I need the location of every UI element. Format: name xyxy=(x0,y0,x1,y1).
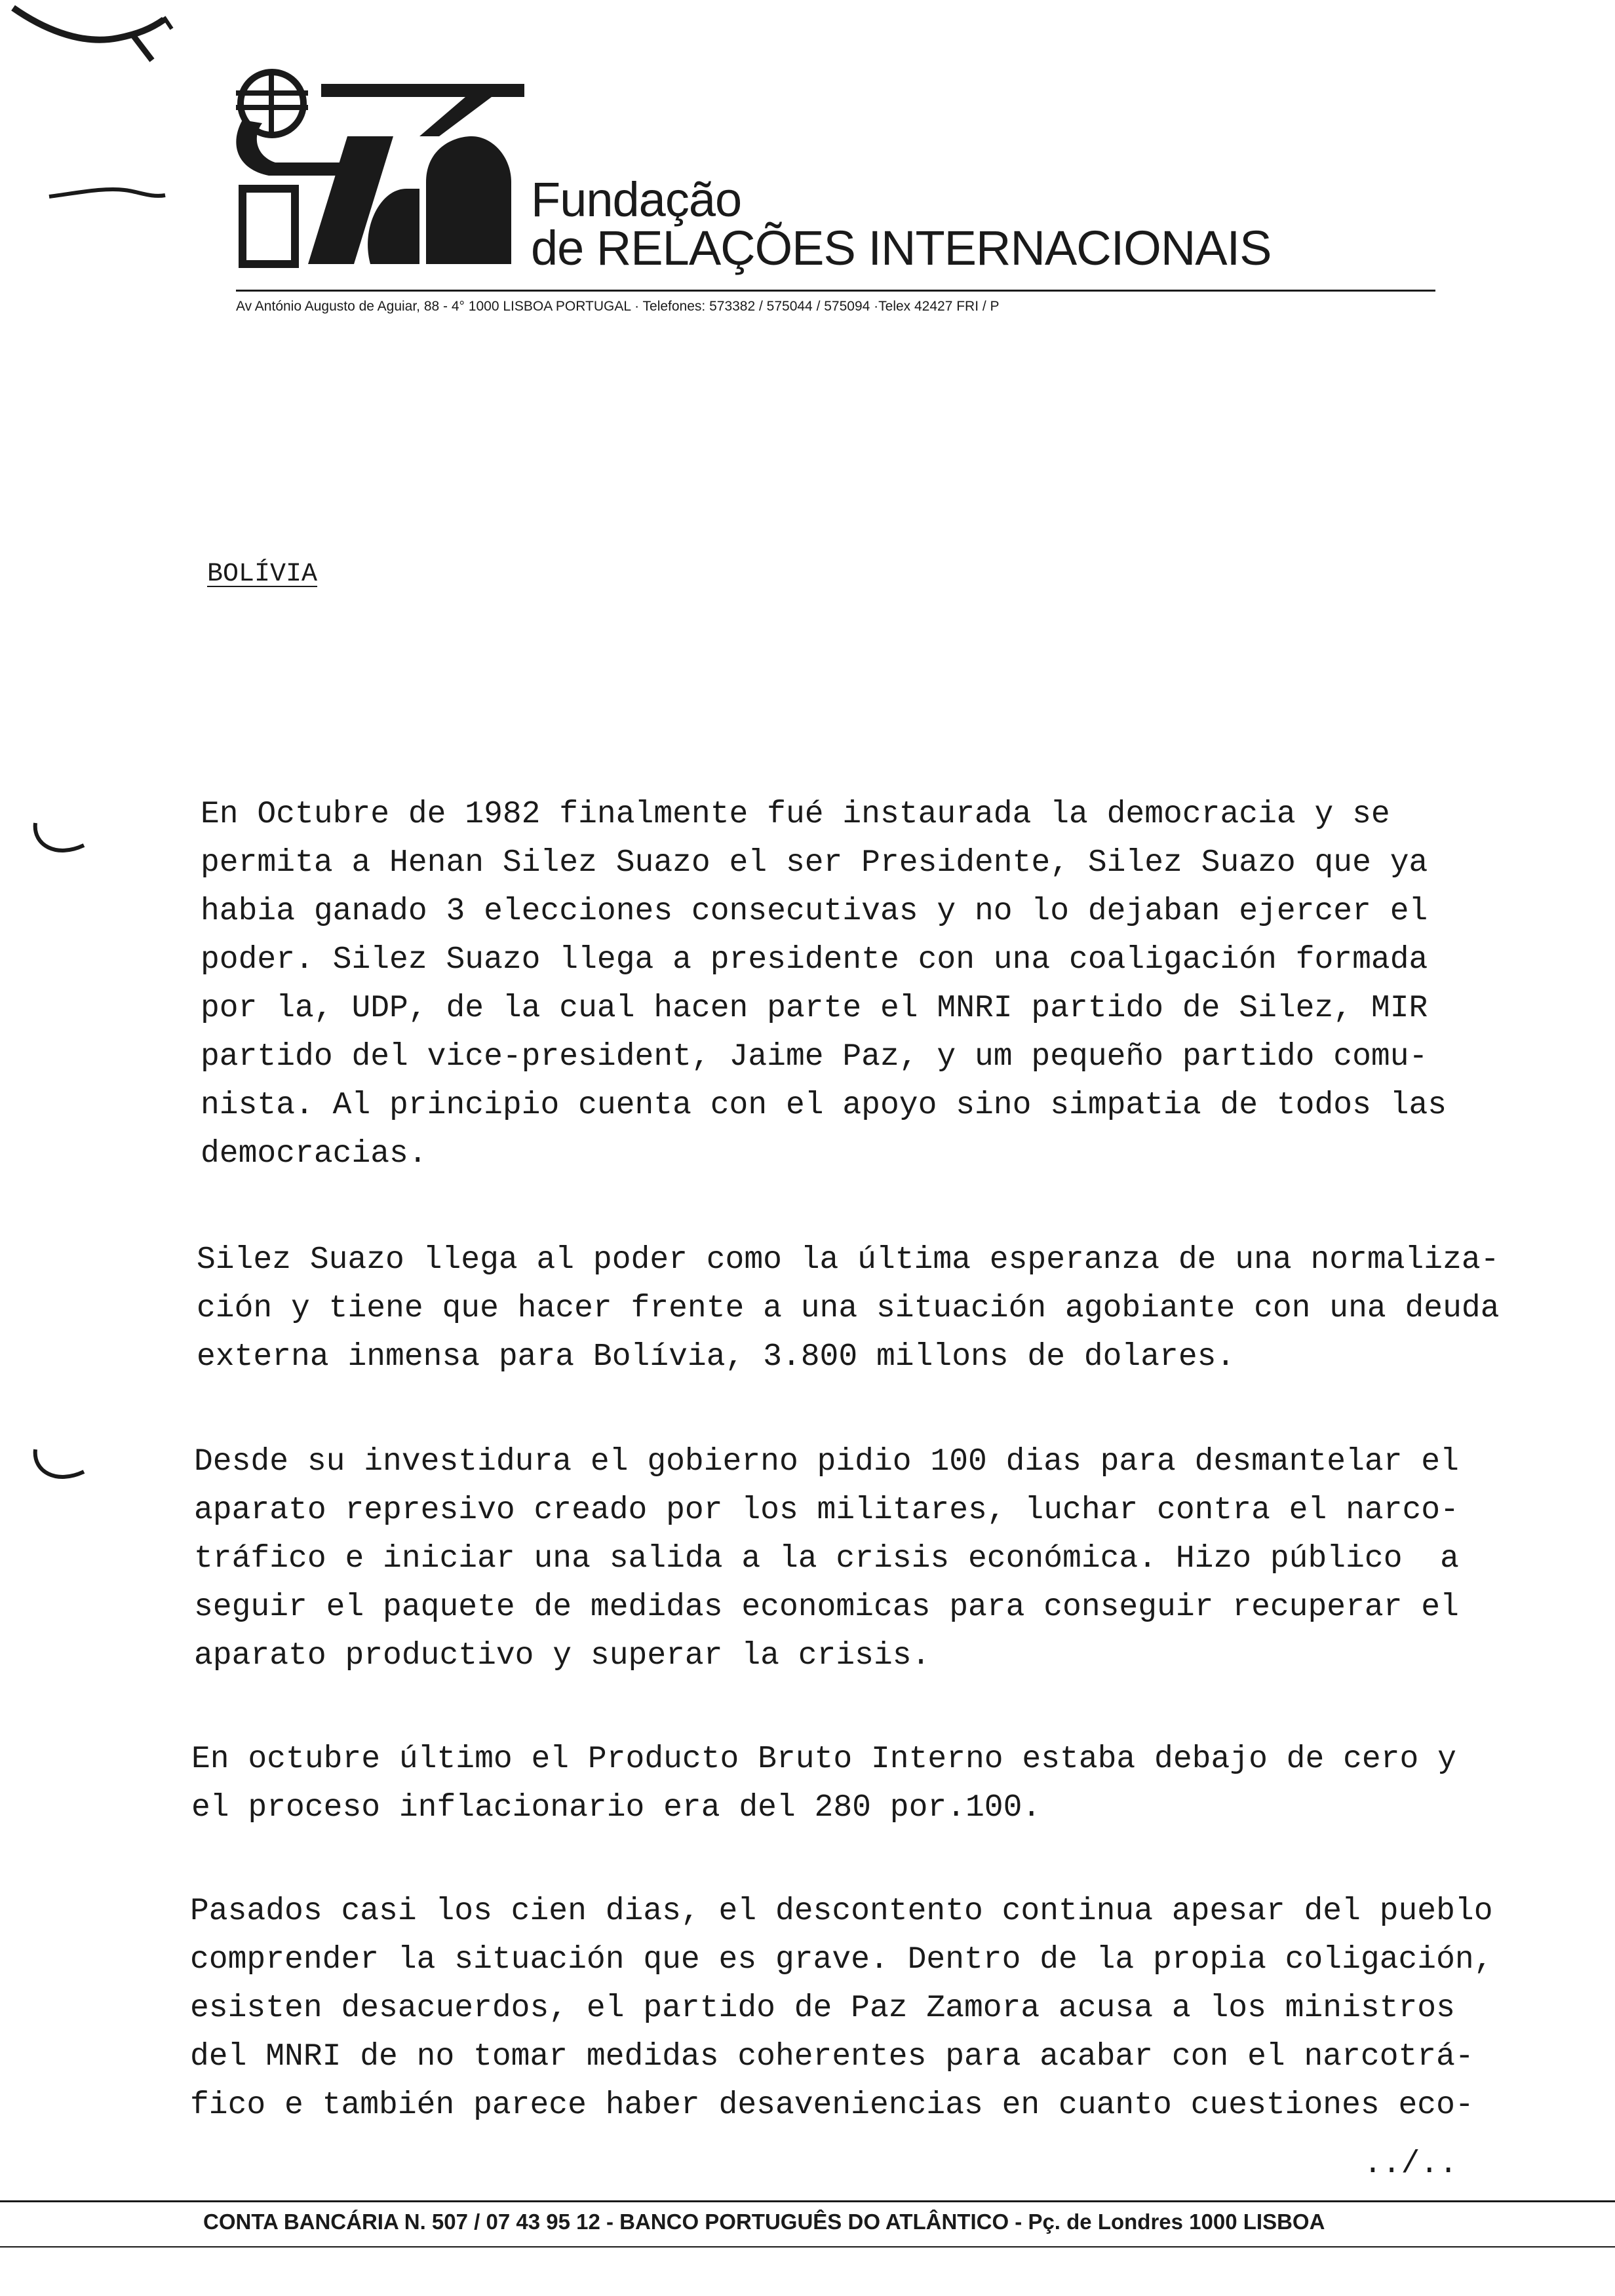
text-line: partido del vice-president, Jaime Paz, y um pequeño partido comu- xyxy=(201,1039,1428,1075)
text-line: por la, UDP, de la cual hacen parte el MNRI partido de Silez, MIR xyxy=(201,991,1428,1026)
text-line: del MNRI de no tomar medidas coherentes para acabar con el narcotrá- xyxy=(190,2039,1474,2075)
text-line: seguir el paquete de medidas economicas para conseguir recuperar el xyxy=(194,1590,1459,1625)
footer-rule-top xyxy=(0,2200,1615,2202)
continued-marker: ../.. xyxy=(1363,2147,1458,2182)
body-paragraph-5 xyxy=(190,1887,1493,2130)
text-line: aparato productivo y superar la crisis. xyxy=(194,1638,931,1674)
text-line: democracias. xyxy=(201,1136,427,1172)
letterhead-rule xyxy=(236,290,1435,292)
footer-bank-account: CONTA BANCÁRIA N. 507 / 07 43 95 12 - BANCO PORTUGUÊS DO ATLÂNTICO - Pç. de Londres 1000 LISBOA xyxy=(203,2210,1325,2234)
punch-mark xyxy=(46,183,170,203)
body-paragraph-4 xyxy=(191,1735,1456,1832)
body-paragraph-2 xyxy=(197,1236,1500,1381)
letterhead-address: Av António Augusto de Aguiar, 88 - 4° 1000 LISBOA PORTUGAL · Telefones: 573382 / 575044 / 575094 ·Telex 42427 FRI / P xyxy=(236,299,1000,314)
foundation-logo xyxy=(223,58,531,274)
text-line: poder. Silez Suazo llega a presidente con una coaligación formada xyxy=(201,942,1428,978)
text-line: habia ganado 3 elecciones consecutivas y no lo dejaban ejercer el xyxy=(201,894,1428,929)
text-line: aparato represivo creado por los militares, luchar contra el narco- xyxy=(194,1493,1459,1528)
text-line: ción y tiene que hacer frente a una situación agobiante con una deuda xyxy=(197,1291,1500,1326)
text-line: tráfico e iniciar una salida a la crisis económica. Hizo público a xyxy=(194,1541,1459,1577)
text-line: fico e también parece haber desaveniencias en cuanto cuestiones eco- xyxy=(190,2088,1474,2123)
text-line: comprender la situación que es grave. Dentro de la propia coligación, xyxy=(190,1942,1493,1978)
text-line: nista. Al principio cuenta con el apoyo sino simpatia de todos las xyxy=(201,1088,1447,1123)
text-line: externa inmensa para Bolívia, 3.800 millons de dolares. xyxy=(197,1339,1236,1375)
org-name-line2: de RELAÇÕES INTERNACIONAIS xyxy=(531,221,1272,275)
text-line: esisten desacuerdos, el partido de Paz Zamora acusa a los ministros xyxy=(190,1991,1455,2026)
punch-hole-arc xyxy=(30,1445,89,1491)
document-title: BOLÍVIA xyxy=(207,560,318,589)
org-name-line1: Fundação xyxy=(531,172,742,227)
body-paragraph-1 xyxy=(201,790,1447,1178)
text-line: En Octubre de 1982 finalmente fué instaurada la democracia y se xyxy=(201,797,1390,832)
handwritten-mark xyxy=(0,0,190,72)
punch-hole-arc xyxy=(30,819,89,865)
body-paragraph-3 xyxy=(194,1438,1459,1680)
text-line: Desde su investidura el gobierno pidio 100 dias para desmantelar el xyxy=(194,1444,1459,1480)
text-line: En octubre último el Producto Bruto Interno estaba debajo de cero y xyxy=(191,1742,1456,1777)
text-line: Pasados casi los cien dias, el descontento continua apesar del pueblo xyxy=(190,1894,1493,1929)
text-line: el proceso inflacionario era del 280 por.100. xyxy=(191,1790,1041,1826)
footer-rule-bottom xyxy=(0,2246,1615,2248)
text-line: Silez Suazo llega al poder como la última esperanza de una normaliza- xyxy=(197,1242,1500,1278)
text-line: permita a Henan Silez Suazo el ser Presidente, Silez Suazo que ya xyxy=(201,845,1428,881)
